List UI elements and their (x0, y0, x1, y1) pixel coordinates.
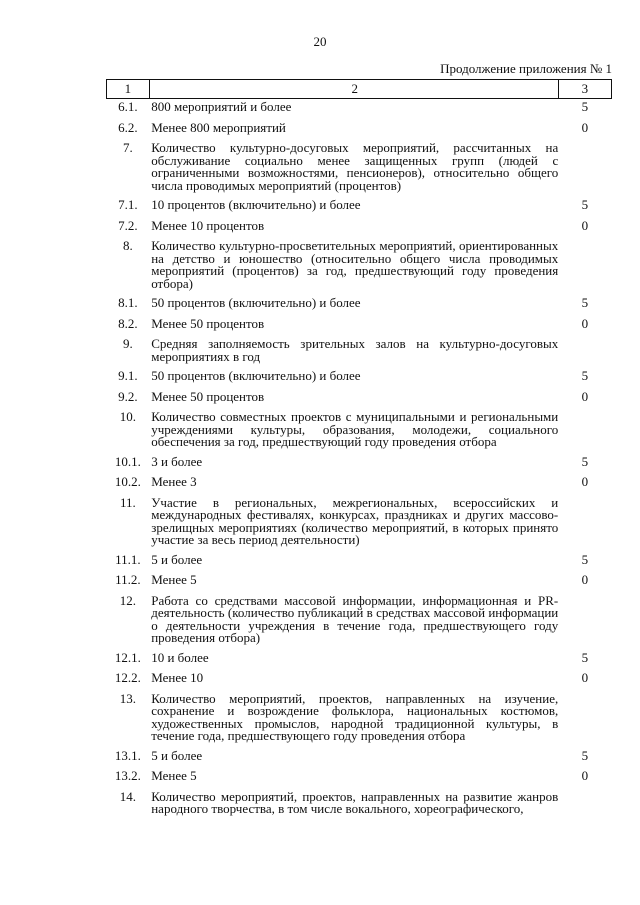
row-score: 5 (581, 747, 589, 763)
row-criterion: 10 процентов (включительно) и более (151, 197, 361, 212)
row-criterion: 5 и более (151, 551, 203, 567)
row-criterion: Менее 800 мероприятий (151, 119, 286, 135)
table-row (107, 336, 612, 368)
row-criterion: Менее 50 процентов (151, 315, 265, 331)
table-row (107, 140, 612, 197)
row-criterion: 5 и более (151, 747, 203, 763)
table-row (107, 474, 612, 495)
row-number: 9.2. (118, 388, 138, 404)
row-score: 5 (581, 295, 589, 310)
table-row (107, 295, 612, 316)
row-score: 0 (581, 388, 589, 404)
row-criterion: Менее 10 процентов (151, 217, 265, 233)
row-criterion: Количество мероприятий, проектов, направленных на изучение, сохранение и возрождение фольклора, национальных костюмов, художественных промыслов, народной традиционной культуры, в течение года, предшествующего году проведения отбора (151, 690, 559, 743)
row-criterion: Работа со средствами массовой информации, информационная и PR-деятельность (количество публикаций в средствах массовой информации о деятельности учреждения в течение года, предшествующего году проведения отбора) (151, 592, 559, 645)
row-score (558, 140, 611, 197)
row-number: 10. (119, 409, 136, 424)
row-criterion: Количество культурно-просветительных мероприятий, ориентированных на детство и юношество (относительно общего числа проводимых мероприятий (процентов) за год, предшествующий году проведения отбора) (151, 238, 559, 291)
row-score (558, 238, 611, 295)
row-criterion: 800 мероприятий и более (151, 99, 292, 114)
row-number: 13.2. (114, 768, 141, 783)
row-score: 5 (581, 453, 589, 469)
appendix-continuation-label: Продолжение приложения № 1 (440, 61, 612, 76)
row-score: 0 (581, 315, 589, 331)
row-number: 6.1. (118, 99, 138, 114)
row-number: 12.1. (114, 649, 141, 665)
row-number: 13.1. (114, 747, 141, 763)
row-criterion: 50 процентов (включительно) и более (151, 295, 361, 310)
row-criterion: 3 и более (151, 453, 203, 469)
row-number: 12.2. (114, 670, 141, 685)
table-row (107, 120, 612, 141)
row-score (558, 691, 611, 748)
table-row (107, 197, 612, 218)
row-number: 11.2. (115, 572, 141, 587)
row-criterion: Количество совместных проектов с муниципальными и региональными учреждениями культуры, образования, молодежи, социального обеспечения за год, предшествующий году проведения отбора (151, 409, 559, 449)
table-row (107, 789, 612, 821)
criteria-table (106, 79, 612, 821)
row-score (558, 789, 611, 821)
column-header-criterion: 2 (149, 80, 558, 99)
table-row (107, 218, 612, 239)
table-row (107, 691, 612, 748)
row-criterion: Менее 5 (151, 572, 197, 587)
row-criterion: Менее 3 (151, 474, 197, 489)
row-criterion: Участие в региональных, межрегиональных, всероссийских и международных фестивалях, конкурсах, праздниках и других массово-зрелищных мероприятиях (количество мероприятий, в которых принято участие за весь период деятельности) (151, 494, 559, 547)
row-number: 8.2. (118, 315, 138, 331)
row-number: 9.1. (118, 368, 138, 383)
row-score: 5 (581, 368, 589, 383)
row-criterion: Количество мероприятий, проектов, направленных на развитие жанров народного творчества, в том числе вокального, хореографического, (151, 788, 559, 816)
row-number: 11.1. (115, 551, 141, 567)
table-row (107, 552, 612, 573)
table-row (107, 368, 612, 389)
row-number: 7. (122, 140, 133, 155)
row-score: 5 (581, 197, 589, 212)
table-row (107, 389, 612, 410)
row-criterion: Количество культурно-досуговых мероприятий, рассчитанных на обслуживание социально менее защищенных групп (людей с ограниченными возможностями, пенсионеров), относительно общего числа проводимых мероприятий (процентов) (151, 140, 559, 193)
row-score: 0 (581, 670, 589, 685)
table-body (107, 99, 612, 821)
row-score: 5 (581, 649, 589, 665)
row-number: 13. (119, 690, 136, 706)
table-row (107, 748, 612, 769)
table-row (107, 593, 612, 650)
table-row (107, 238, 612, 295)
column-header-score: 3 (558, 80, 611, 99)
row-score (558, 336, 611, 368)
row-criterion: 10 и более (151, 649, 209, 665)
table-row (107, 572, 612, 593)
row-criterion: 50 процентов (включительно) и более (151, 368, 361, 383)
table-row (107, 409, 612, 454)
row-score (558, 593, 611, 650)
row-number: 6.2. (118, 119, 138, 135)
row-number: 10.1. (114, 453, 141, 469)
table-row (107, 316, 612, 337)
row-number: 7.2. (118, 217, 138, 233)
row-score: 0 (581, 572, 589, 587)
table-row (107, 670, 612, 691)
row-number: 9. (122, 336, 133, 351)
row-score: 0 (581, 217, 589, 233)
table-row (107, 495, 612, 552)
row-score: 5 (581, 551, 589, 567)
table-row (107, 454, 612, 475)
row-score (558, 495, 611, 552)
row-number: 7.1. (118, 197, 138, 212)
row-score: 0 (581, 474, 589, 489)
row-score (558, 409, 611, 454)
row-criterion: Средняя заполняемость зрительных залов на культурно-досуговых мероприятиях в год (151, 336, 559, 364)
row-criterion: Менее 5 (151, 768, 197, 783)
page-number: 20 (313, 34, 327, 49)
row-criterion: Менее 50 процентов (151, 388, 265, 404)
row-number: 8. (122, 238, 133, 253)
row-score: 0 (581, 768, 589, 783)
table-row (107, 650, 612, 671)
table-row (107, 99, 612, 120)
row-number: 14. (119, 788, 136, 804)
table-row (107, 768, 612, 789)
row-score: 0 (581, 119, 589, 135)
table-header-row (107, 80, 612, 99)
row-number: 10.2. (114, 474, 141, 489)
row-number: 12. (119, 592, 136, 608)
row-number: 8.1. (118, 295, 138, 310)
column-header-number: 1 (107, 80, 150, 99)
row-criterion: Менее 10 (151, 670, 204, 685)
row-score: 5 (581, 99, 589, 114)
row-number: 11. (119, 494, 136, 510)
